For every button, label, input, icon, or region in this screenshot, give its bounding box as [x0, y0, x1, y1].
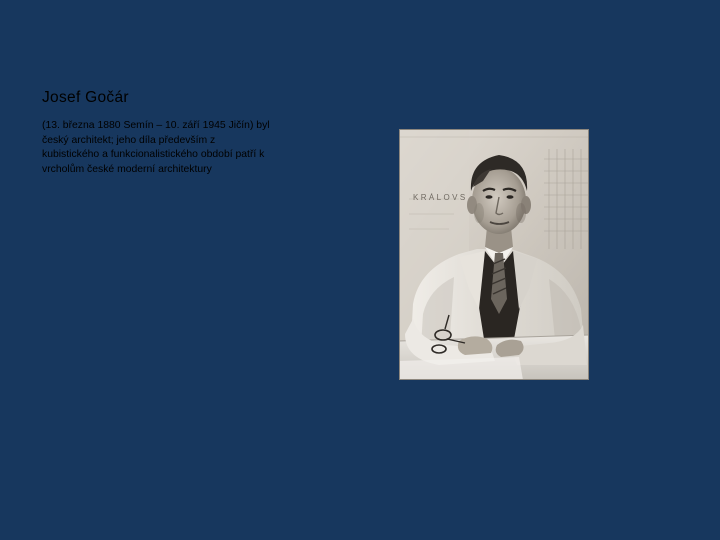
portrait-illustration	[399, 129, 589, 380]
portrait-photo	[399, 129, 589, 380]
background-sign-text: KRÁLOVS	[413, 193, 468, 202]
slide-title: Josef Gočár	[42, 89, 129, 106]
biography-text: (13. března 1880 Semín – 10. září 1945 Jičín) byl český architekt; jeho díla především z kubistického a funkcionalistického období patří k vrcholům české moderní architektury	[42, 120, 270, 175]
